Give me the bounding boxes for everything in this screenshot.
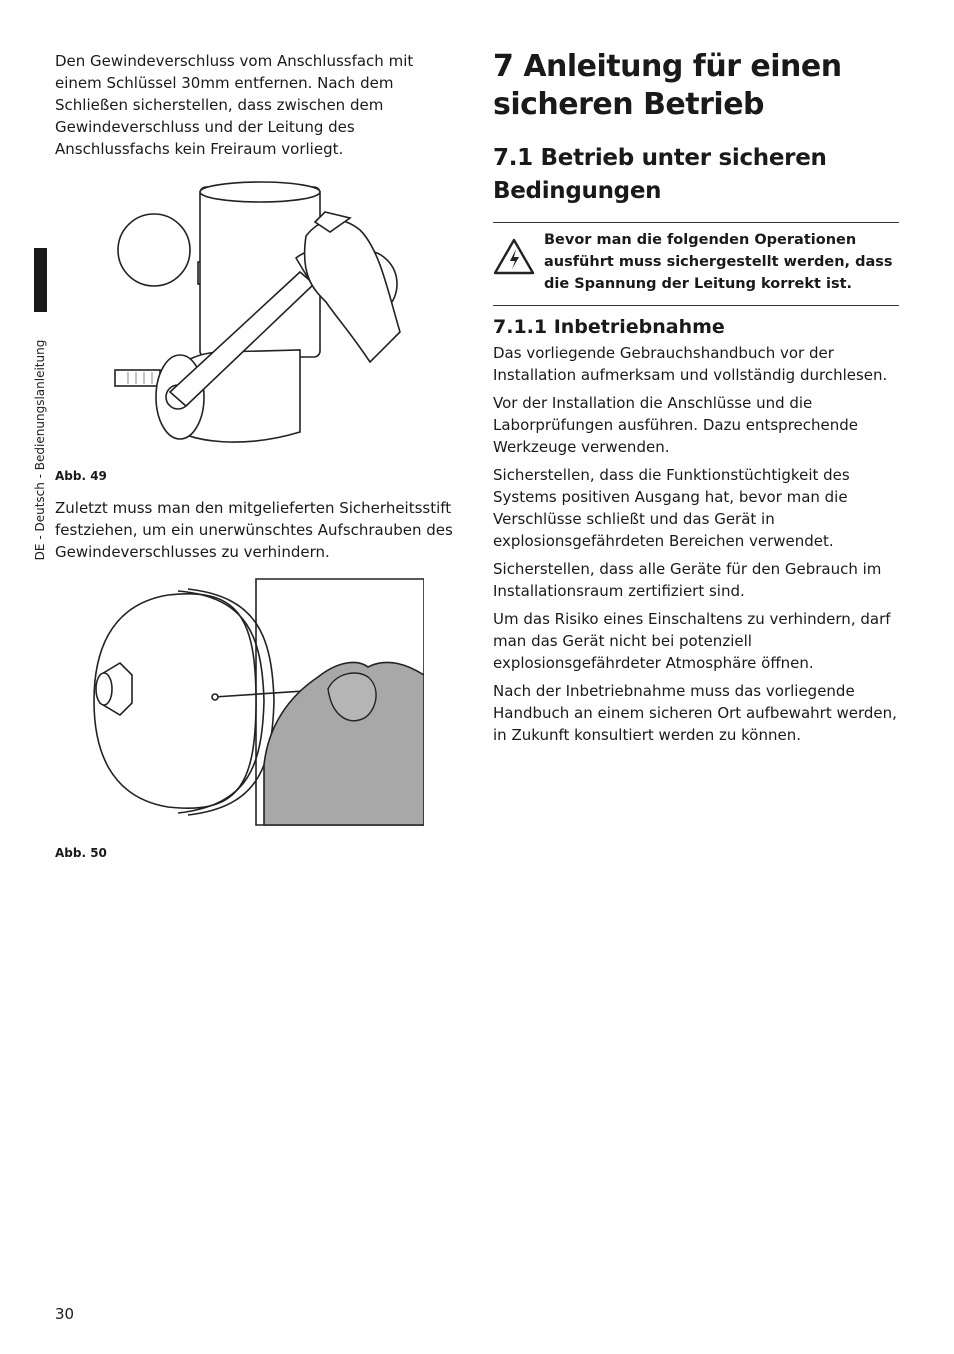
- body-paragraph: Sicherstellen, dass alle Geräte für den Gebrauch im Installationsraum zertifiziert sind.: [493, 560, 882, 600]
- figure-49-illustration: [100, 172, 410, 450]
- right-column: [493, 48, 899, 752]
- body-paragraph: Vor der Installation die Anschlüsse und die Laborprüfungen ausführen. Dazu entsprechende Werkzeuge verwenden.: [493, 394, 858, 456]
- subsection-title: 7.1.1 Inbetriebnahme: [493, 316, 725, 338]
- figure-50-illustration: [88, 577, 424, 827]
- left-column: [55, 50, 460, 160]
- side-tab-marker: [34, 248, 47, 312]
- body-paragraph: Sicherstellen, dass die Funktionstüchtigkeit des Systems positiven Ausgang hat, bevor man die Verschlüsse schließt und das Gerät in explosionsgefährdeten Bereichen verwendet.: [493, 466, 850, 550]
- warning-box: [493, 222, 899, 306]
- electrical-hazard-icon: [493, 229, 535, 277]
- chapter-title: 7 Anleitung für einen sicheren Betrieb: [493, 49, 842, 122]
- side-label-text: DE - Deutsch - Bedienungslanleitung: [33, 339, 47, 561]
- body-paragraph: Nach der Inbetriebnahme muss das vorliegende Handbuch an einem sicheren Ort aufbewahrt werden, in Zukunft konsultiert werden zu können.: [493, 682, 897, 744]
- instruction-paragraph-1: Den Gewindeverschluss vom Anschlussfach mit einem Schlüssel 30mm entfernen. Nach dem Schließen sicherstellen, dass zwischen dem Gewindeverschluss und der Leitung des Anschlussfachs kein Freiraum vorliegt.: [55, 52, 414, 158]
- left-column-lower: [55, 497, 460, 563]
- figure-50-caption: Abb. 50: [55, 846, 107, 860]
- figure-49-caption: Abb. 49: [55, 469, 107, 483]
- section-title: 7.1 Betrieb unter sicheren Bedingungen: [493, 145, 827, 204]
- body-paragraph: Das vorliegende Gebrauchshandbuch vor der Installation aufmerksam und vollständig durchlesen.: [493, 344, 888, 384]
- warning-text: Bevor man die folgenden Operationen ausführt muss sichergestellt werden, dass die Spannung der Leitung korrekt ist.: [544, 232, 893, 292]
- body-paragraph: Um das Risiko eines Einschaltens zu verhindern, darf man das Gerät nicht bei potenziell explosionsgefährdeter Atmosphäre öffnen.: [493, 610, 891, 672]
- instruction-paragraph-2: Zuletzt muss man den mitgelieferten Sicherheitsstift festziehen, um ein unerwünschtes Aufschrauben des Gewindeverschlusses zu verhindern.: [55, 499, 453, 561]
- page-number: 30: [55, 1305, 75, 1323]
